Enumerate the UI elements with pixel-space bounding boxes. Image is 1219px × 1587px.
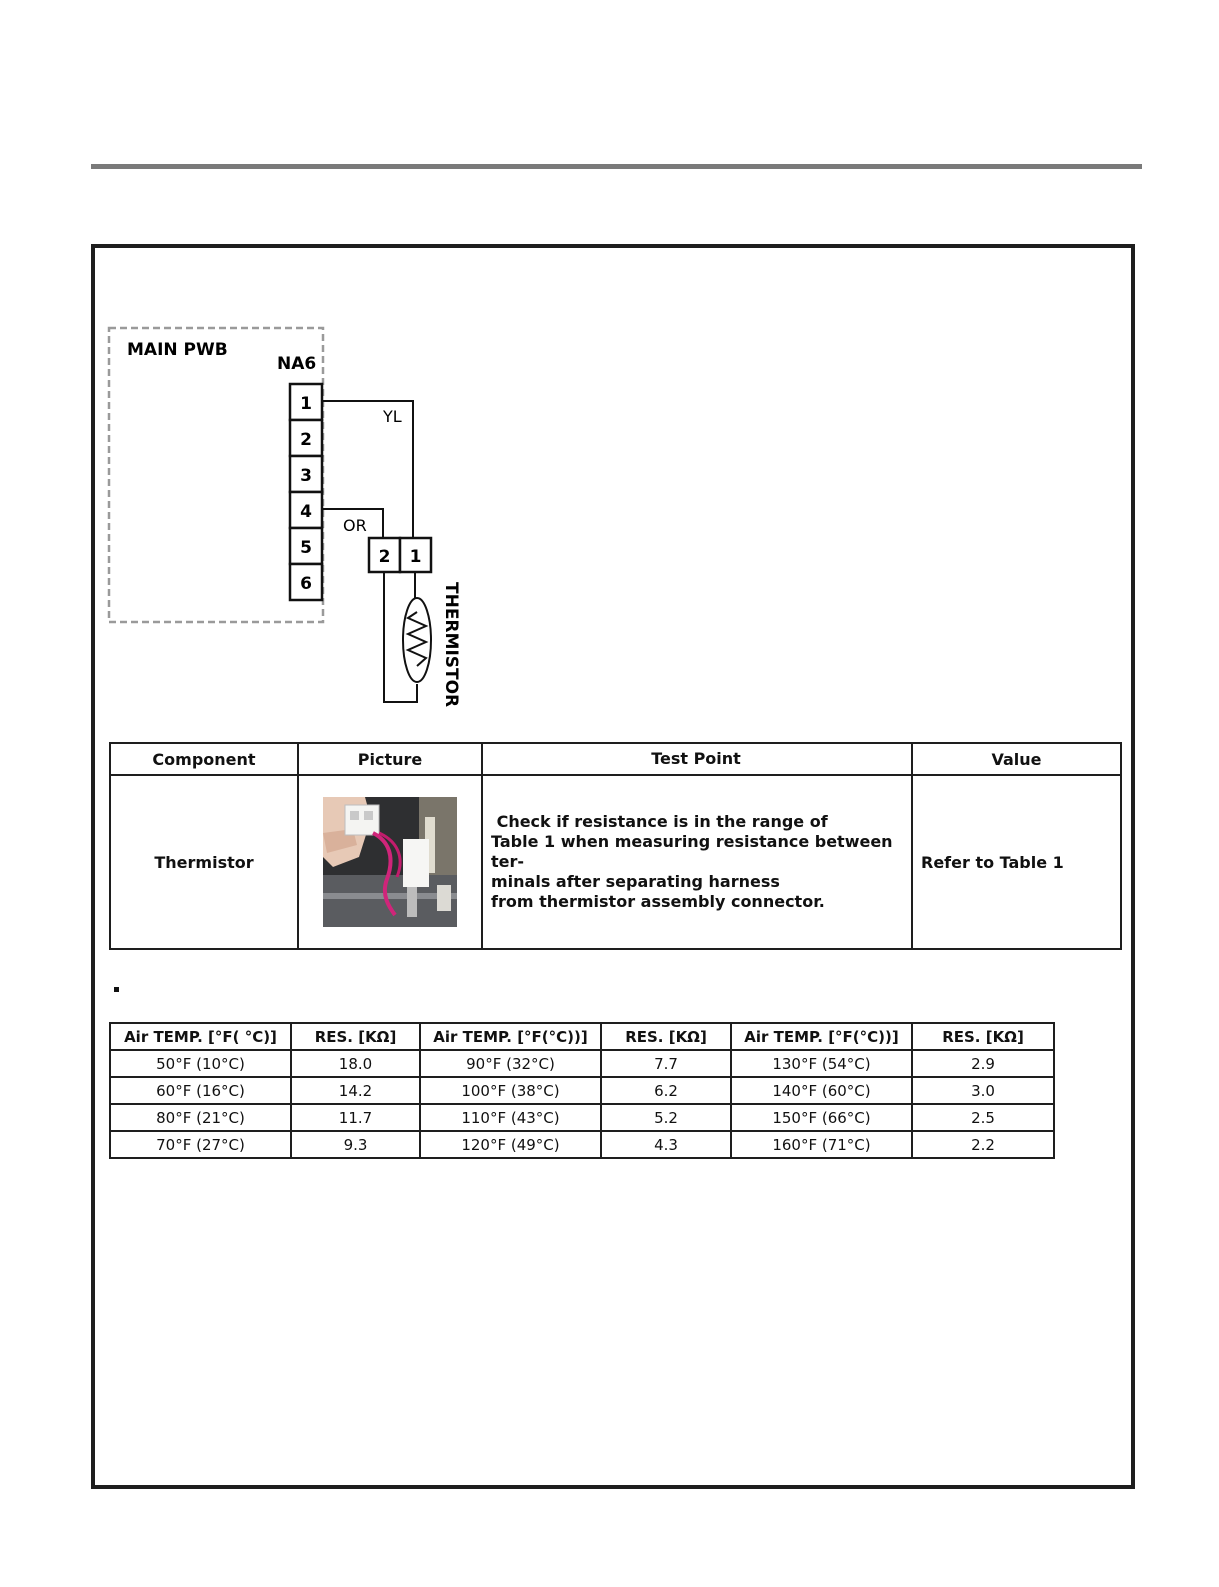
table-cell: 130°F (54°C)	[731, 1050, 912, 1077]
table-cell: 9.3	[291, 1131, 420, 1158]
resistor-zigzag-icon	[408, 612, 426, 666]
terminal-2-label: 2	[378, 547, 391, 567]
picture-cell	[298, 775, 482, 949]
table-cell: 80°F (21°C)	[110, 1104, 291, 1131]
pin-number: 3	[300, 466, 312, 486]
table-row	[110, 1077, 1054, 1104]
component-name: Thermistor	[110, 775, 298, 949]
value-cell: Refer to Table 1	[912, 775, 1121, 949]
wiring-diagram	[105, 326, 475, 718]
header-cell: RES. [KΩ]	[912, 1023, 1054, 1050]
test-point-line: Check if resistance is in the range of	[491, 812, 828, 831]
connector-label: NA6	[277, 354, 317, 374]
component-table	[109, 742, 1122, 950]
table-cell: 50°F (10°C)	[110, 1050, 291, 1077]
header-cell: Value	[912, 743, 1121, 775]
table-row	[110, 1050, 1054, 1077]
connector-pins	[290, 384, 322, 600]
table-cell: 140°F (60°C)	[731, 1077, 912, 1104]
table-header-row	[110, 1023, 1054, 1050]
thermistor-connector-photo	[323, 797, 457, 927]
test-point-line: minals after separating harness	[491, 872, 780, 891]
pin-number: 6	[300, 574, 312, 594]
header-cell: Component	[110, 743, 298, 775]
thermistor-return-wire	[384, 572, 417, 702]
test-point-cell	[482, 775, 912, 949]
header-cell: Air TEMP. [°F( °C)]	[110, 1023, 291, 1050]
table-cell: 160°F (71°C)	[731, 1131, 912, 1158]
header-cell: Picture	[298, 743, 482, 775]
main-pwb-label: MAIN PWB	[127, 340, 228, 360]
table-cell: 7.7	[601, 1050, 731, 1077]
table-cell: 3.0	[912, 1077, 1054, 1104]
header-cell: Air TEMP. [°F(°C))]	[731, 1023, 912, 1050]
table-cell: 120°F (49°C)	[420, 1131, 601, 1158]
table-cell: 11.7	[291, 1104, 420, 1131]
table-cell: 14.2	[291, 1077, 420, 1104]
test-point-line: Table 1 when measuring resistance between ter-	[491, 832, 893, 871]
pin-number: 1	[300, 394, 312, 414]
table-cell: 70°F (27°C)	[110, 1131, 291, 1158]
pin-number: 5	[300, 538, 312, 558]
pin-number: 2	[300, 430, 312, 450]
table-header-row	[110, 743, 1121, 775]
resistance-table	[109, 1022, 1055, 1159]
header-cell: RES. [KΩ]	[601, 1023, 731, 1050]
table-cell: 150°F (66°C)	[731, 1104, 912, 1131]
table-cell: 90°F (32°C)	[420, 1050, 601, 1077]
table-cell: 18.0	[291, 1050, 420, 1077]
terminal-1-label: 1	[409, 547, 422, 567]
header-cell: RES. [KΩ]	[291, 1023, 420, 1050]
table-cell: 110°F (43°C)	[420, 1104, 601, 1131]
header-cell: Test Point	[482, 743, 912, 775]
table-cell: 100°F (38°C)	[420, 1077, 601, 1104]
table-cell: 2.2	[912, 1131, 1054, 1158]
table-cell: 2.9	[912, 1050, 1054, 1077]
thermistor-body	[403, 598, 431, 682]
header-rule	[91, 164, 1142, 169]
table-cell: 6.2	[601, 1077, 731, 1104]
table-row	[110, 775, 1121, 949]
header-cell: Air TEMP. [°F(°C))]	[420, 1023, 601, 1050]
table-cell: 2.5	[912, 1104, 1054, 1131]
pin-number: 4	[300, 502, 312, 522]
table-row	[110, 1104, 1054, 1131]
table-cell: 4.3	[601, 1131, 731, 1158]
table-row	[110, 1131, 1054, 1158]
yl-wire-label: YL	[383, 407, 402, 426]
test-point-line: from thermistor assembly connector.	[491, 892, 825, 911]
table-cell: 5.2	[601, 1104, 731, 1131]
or-wire-label: OR	[343, 516, 367, 535]
thermistor-label: THERMISTOR	[441, 582, 461, 708]
bullet-marker	[114, 987, 119, 992]
table-cell: 60°F (16°C)	[110, 1077, 291, 1104]
